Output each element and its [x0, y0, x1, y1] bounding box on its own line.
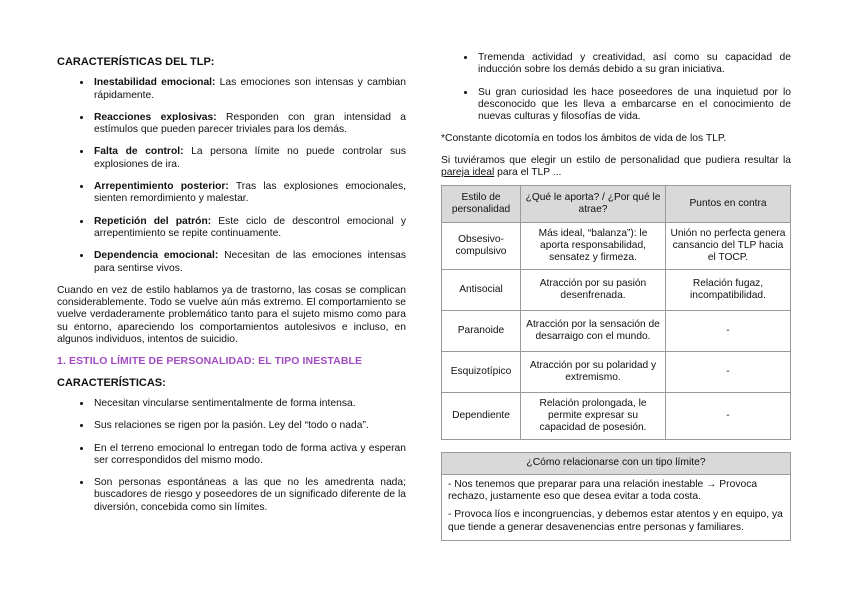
features-list-continued: [441, 52, 791, 123]
list-item: [92, 77, 406, 102]
ideal-partner-intro: [441, 155, 791, 180]
table-row: [442, 393, 791, 440]
column-header: Estilo de personalidad: [442, 186, 521, 223]
list-item: • Necesitan vincularse sentimentalmente de forma intensa.: [92, 398, 406, 410]
table-cell: -: [666, 311, 791, 352]
table-cell: Relación fugaz, incompatibilidad.: [666, 270, 791, 311]
table-cell: Antisocial: [442, 270, 521, 311]
table-cell: Paranoide: [442, 311, 521, 352]
list-item: [92, 250, 406, 275]
characteristics-heading: CARACTERÍSTICAS:: [57, 376, 166, 389]
table-cell: Atracción por la sensación de desarraigo con el mundo.: [521, 311, 666, 352]
trait-term: Inestabilidad emocional:: [94, 77, 216, 89]
list-item: • Son personas espontáneas a las que no les amedrenta nada; buscadores de riesgo y poseedores de un significado diferente de la diversión, concebida como sin límites.: [92, 477, 406, 514]
section-title: 1. ESTILO LÍMITE DE PERSONALIDAD: EL TIPO INESTABLE: [57, 355, 363, 368]
table-cell: -: [666, 393, 791, 440]
column-header: ¿Qué le aporta? / ¿Por qué le atrae?: [521, 186, 666, 223]
table-cell: Atracción por su pasión desenfrenada.: [521, 270, 666, 311]
tip-line: - Provoca líos e incongruencias, y debemos estar atentos y en equipo, ya que tiende a generar desavenencias entre personas y familiares.: [448, 509, 783, 533]
trait-text: Tras las explosiones emocionales, sienten remordimiento y malestar.: [94, 181, 406, 205]
box-body: [442, 475, 790, 540]
trait-term: Arrepentimiento posterior:: [94, 181, 229, 193]
trait-text: La persona límite no puede controlar sus explosiones de ira.: [94, 146, 406, 170]
trait-term: Falta de control:: [94, 146, 184, 158]
list-item: • En el terreno emocional lo entregan todo de forma activa y esperan ser correspondidos del mismo modo.: [92, 443, 406, 468]
relationship-tips-box: [441, 452, 791, 540]
list-item: [92, 112, 406, 137]
trait-text: Este ciclo de descontrol emocional y arrepentimiento se repite continuamente.: [94, 215, 406, 239]
dichotomy-note: *Constante dicotomía en todos los ámbitos de vida de los TLP.: [441, 133, 727, 145]
intro-text-end: para el TLP ...: [494, 167, 562, 179]
trait-text: Necesitan de las emociones intensas para sentirse vivos.: [94, 250, 406, 274]
box-title: ¿Cómo relacionarse con un tipo límite?: [442, 453, 790, 474]
trait-text: Las emociones son intensas y cambian rápidamente.: [94, 77, 406, 101]
list-item: • Su gran curiosidad les hace poseedores de una inquietud por lo desconocido que les lleva a embarcarse en el conocimiento de nuevas culturas y filosofías de vida.: [476, 87, 791, 124]
list-item: [92, 146, 406, 171]
table-cell: Unión no perfecta genera cansancio del TLP hacia el TOCP.: [666, 223, 791, 270]
table-cell: -: [666, 352, 791, 393]
trait-term: Dependencia emocional:: [94, 250, 219, 262]
list-item: • Sus relaciones se rigen por la pasión. Ley del “todo o nada”.: [92, 420, 406, 432]
ideal-partner-link[interactable]: pareja ideal: [441, 167, 495, 179]
table-cell: Obsesivo-compulsivo: [442, 223, 521, 270]
table-row: [442, 270, 791, 311]
personality-table: [441, 185, 791, 440]
list-item: [92, 181, 406, 206]
tlp-traits-list: [57, 77, 406, 275]
table-cell: Esquizotípico: [442, 352, 521, 393]
tip-line: - Nos tenemos que preparar para una relación inestable → Provoca rechazo, justamente eso que desea evitar a toda costa.: [448, 478, 758, 502]
disorder-paragraph: Cuando en vez de estilo hablamos ya de trastorno, las cosas se complican considerablemente. Todo se vuelve aún más extremo. El comportamiento se vuelve verdaderamente problemático tanto para el sujeto mismo como para su entorno, apareciendo los comportamientos autolesivos e incluso, en algunos individuos, intentos de suicidio.: [57, 284, 406, 346]
table-cell: Atracción por su polaridad y extremismo.: [521, 352, 666, 393]
trait-text: Responden con gran intensidad a estímulos que pueden parecer triviales para los demás.: [94, 111, 407, 136]
list-item: [92, 216, 406, 241]
trait-term: Reacciones explosivas:: [94, 111, 217, 123]
features-list: [57, 398, 406, 514]
trait-term: Repetición del patrón:: [94, 215, 212, 227]
column-header: Puntos en contra: [666, 186, 791, 223]
table-cell: Dependiente: [442, 393, 521, 440]
table-row: [442, 311, 791, 352]
left-column: [57, 52, 406, 524]
right-column: [441, 52, 791, 541]
tlp-characteristics-heading: CARACTERÍSTICAS DEL TLP:: [57, 56, 215, 68]
list-item: • Tremenda actividad y creatividad, así como su capacidad de inducción sobre los demás debido a su gran iniciativa.: [476, 52, 791, 77]
table-header-row: [442, 186, 791, 223]
table-row: [442, 352, 791, 393]
table-cell: Más ideal, “balanza”): le aporta responsabilidad, sensatez y firmeza.: [521, 223, 666, 270]
table-row: [442, 223, 791, 270]
table-cell: Relación prolongada, le permite expresar su capacidad de posesión.: [521, 393, 666, 440]
intro-text: Si tuviéramos que elegir un estilo de personalidad que pudiera resultar la: [441, 154, 791, 166]
